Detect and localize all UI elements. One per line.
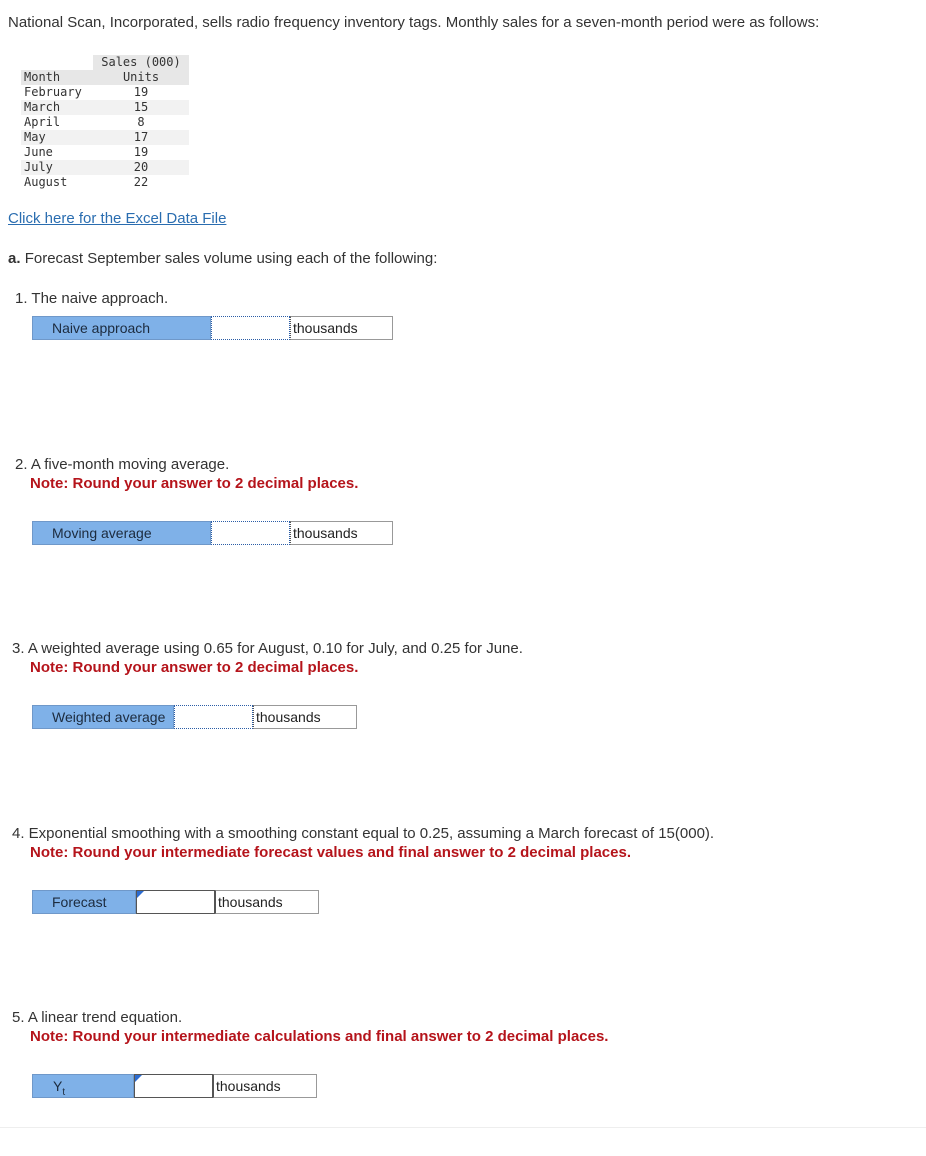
moving-average-unit: thousands [290,521,393,545]
weighted-average-label: Weighted average [32,705,174,729]
answer-row-forecast [32,890,319,914]
excel-data-link[interactable]: Click here for the Excel Data File [8,210,227,227]
forecast-label: Forecast [32,890,136,914]
table-row: March 15 [21,100,189,115]
moving-average-label: Moving average [32,521,211,545]
table-row: May 17 [21,130,189,145]
forecast-field[interactable] [137,891,214,913]
table-row: July 20 [21,160,189,175]
problem-intro: National Scan, Incorporated, sells radio frequency inventory tags. Monthly sales for a seven-month period were as follows: [8,14,820,31]
moving-average-input[interactable] [211,521,290,545]
part-a-letter: a. [8,250,21,267]
trend-label-sub: t [62,1086,66,1098]
header-sales: Sales (000) [93,55,189,70]
header-month: Month [21,70,93,85]
naive-approach-label: Naive approach [32,316,211,340]
question-4-note: Note: Round your intermediate forecast values and final answer to 2 decimal places. [30,844,632,861]
table-row: August 22 [24,175,149,189]
header-units: Units [93,70,189,85]
question-1-text: 1. The naive approach. [15,290,169,307]
weighted-average-unit: thousands [253,705,357,729]
naive-approach-input[interactable] [211,316,290,340]
sales-data-table [21,55,189,190]
forecast-input[interactable] [136,890,215,914]
forecast-unit: thousands [215,890,319,914]
question-5-text: 5. A linear trend equation. [12,1009,183,1026]
table-row: February 19 [24,85,149,99]
answer-row-weighted [32,705,357,729]
trend-unit: thousands [213,1074,317,1098]
question-5-note: Note: Round your intermediate calculations and final answer to 2 decimal places. [30,1028,609,1045]
answer-row-naive [32,316,393,340]
trend-input[interactable] [134,1074,213,1098]
moving-average-field[interactable] [212,522,289,544]
trend-label [32,1074,134,1098]
question-2-text: 2. A five-month moving average. [15,456,230,473]
answer-row-trend [32,1074,317,1098]
bottom-divider [0,1127,926,1128]
part-a-text: Forecast September sales volume using each of the following: [24,250,438,267]
naive-approach-field[interactable] [212,317,289,339]
trend-label-y: Y [53,1078,63,1094]
table-row: June 19 [24,145,149,159]
question-3-note: Note: Round your answer to 2 decimal places. [30,659,359,676]
weighted-average-input[interactable] [174,705,253,729]
naive-approach-unit: thousands [290,316,393,340]
question-3-text: 3. A weighted average using 0.65 for August, 0.10 for July, and 0.25 for June. [12,640,523,657]
question-2-note: Note: Round your answer to 2 decimal places. [30,475,359,492]
answer-row-moving [32,521,393,545]
table-row: April 8 [24,115,145,129]
trend-field[interactable] [135,1075,212,1097]
part-a-prompt [8,250,437,267]
weighted-average-field[interactable] [175,706,252,728]
question-4-text: 4. Exponential smoothing with a smoothing constant equal to 0.25, assuming a March forecast of 15(000). [12,825,715,842]
